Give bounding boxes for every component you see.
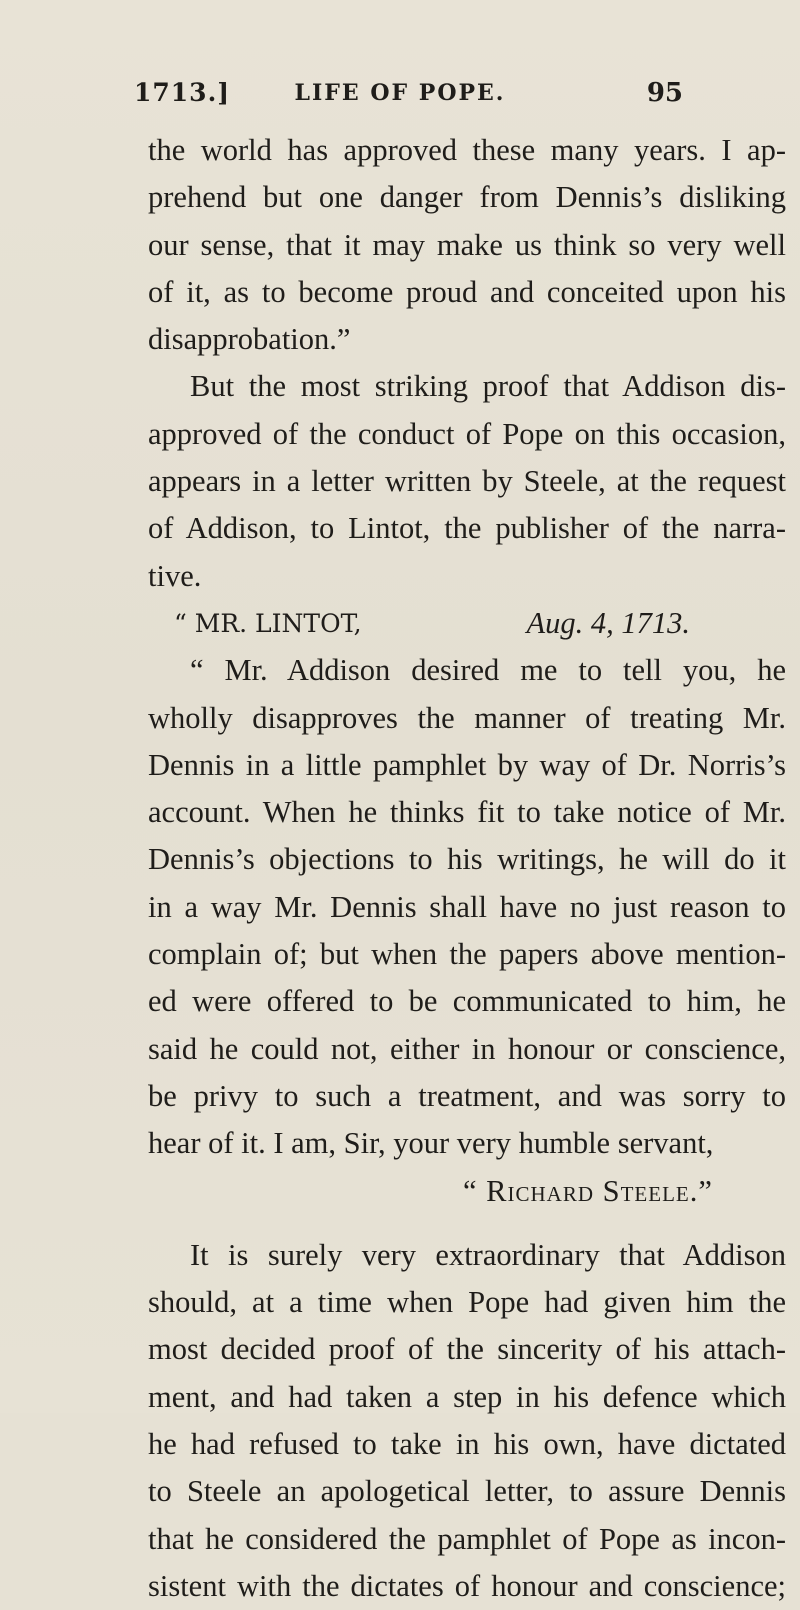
letter-line: wholly disapproves the manner of treating Mr. xyxy=(148,700,786,735)
text-line: prehend but one danger from Dennis’s disliking xyxy=(148,180,786,215)
letter-line: ed were offered to be communicated to him, he xyxy=(148,984,786,1019)
text-line: that he considered the pamphlet of Pope as incon- xyxy=(148,1521,786,1556)
letter-salutation: “ MR. LINTOT, xyxy=(174,608,362,638)
letter-line: hear of it. I am, Sir, your very humble servant, xyxy=(148,1126,714,1161)
body-text xyxy=(148,127,786,1610)
letter-line: Dennis in a little pamphlet by way of Dr. Norris’s xyxy=(148,747,786,782)
text-line: disapprobation.” xyxy=(148,322,351,357)
letter-line: account. When he thinks fit to take notice of Mr. xyxy=(148,795,786,830)
letter-heading xyxy=(148,600,786,647)
text-line: of Addison, to Lintot, the publisher of the narra- xyxy=(148,511,786,546)
text-line: sistent with the dictates of honour and conscience; xyxy=(148,1568,786,1603)
letter-line: be privy to such a treatment, and was sorry to xyxy=(148,1078,786,1113)
paragraph-gap xyxy=(148,1215,786,1232)
text-line: of it, as to become proud and conceited upon his xyxy=(148,274,786,309)
running-head xyxy=(0,78,800,118)
letter-line: Dennis’s objections to his writings, he will do it xyxy=(148,842,786,877)
text-line: the world has approved these many years. I ap- xyxy=(148,133,786,167)
letter-line: “ Mr. Addison desired me to tell you, he xyxy=(190,653,786,688)
text-line: approved of the conduct of Pope on this occasion, xyxy=(148,416,786,451)
running-head-year: 1713.] xyxy=(134,78,231,107)
letter-signature: “ Richard Steele.” xyxy=(463,1173,713,1208)
letter-date: Aug. 4, 1713. xyxy=(526,605,690,640)
letter-line: complain of; but when the papers above mention- xyxy=(148,937,786,972)
text-line: most decided proof of the sincerity of his attach- xyxy=(148,1332,786,1367)
text-line: to Steele an apologetical letter, to assure Dennis xyxy=(148,1474,786,1509)
text-line: ment, and had taken a step in his defence which xyxy=(148,1379,786,1414)
text-line: appears in a letter written by Steele, at the request xyxy=(148,464,786,499)
text-line: tive. xyxy=(148,558,202,593)
text-line: our sense, that it may make us think so very well xyxy=(148,227,786,262)
letter-line: in a way Mr. Dennis shall have no just reason to xyxy=(148,889,786,924)
text-line: But the most striking proof that Addison dis- xyxy=(190,369,786,404)
page-number: 95 xyxy=(646,78,683,108)
text-line: he had refused to take in his own, have dictated xyxy=(148,1427,786,1462)
text-line: It is surely very extraordinary that Addison xyxy=(190,1237,786,1272)
running-head-title: LIFE OF POPE. xyxy=(294,80,506,106)
letter-line: said he could not, either in honour or conscience, xyxy=(148,1031,786,1066)
text-line: should, at a time when Pope had given him the xyxy=(148,1285,786,1320)
